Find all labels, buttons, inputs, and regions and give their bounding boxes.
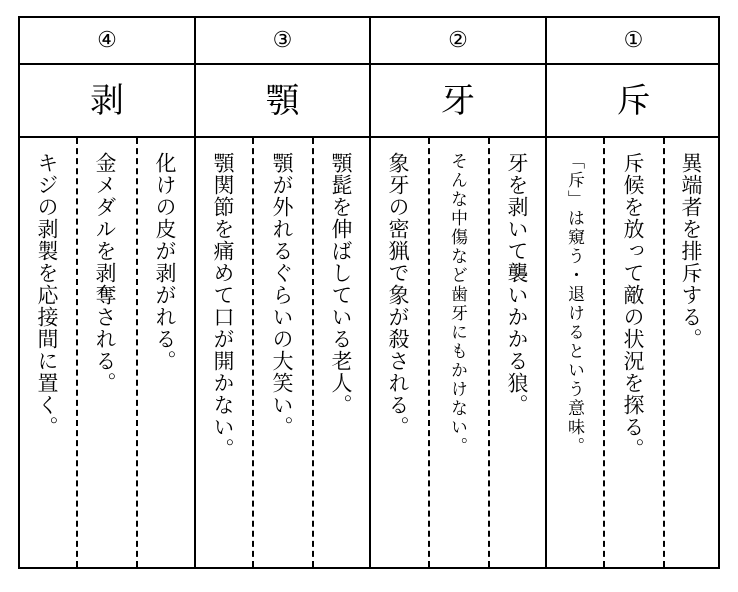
column-kanji: 牙	[441, 81, 475, 121]
sentence-separator	[428, 138, 430, 567]
column-number: ②	[448, 28, 468, 53]
column-number: ③	[272, 28, 293, 53]
example-sentence: 異端者を排斥する。	[679, 152, 703, 350]
sentence-separator	[663, 138, 665, 567]
sentence-separator	[488, 138, 490, 567]
example-sentence: そんな中傷など歯牙にもかけない。	[447, 152, 467, 456]
sentence-separator	[76, 138, 78, 567]
sentence-separator	[603, 138, 605, 567]
example-sentence: 顎髭を伸ばしている老人。	[329, 152, 353, 416]
example-sentence: 化けの皮が剥がれる。	[153, 152, 177, 372]
sentence-separator	[252, 138, 254, 567]
example-sentence: キジの剥製を応接間に置く。	[35, 152, 59, 438]
example-sentence: 牙を剥いて襲いかかる狼。	[505, 152, 529, 416]
column-kanji: 剥	[90, 81, 124, 121]
example-sentence: 「斥」は窺う・退けるという意味。	[564, 152, 584, 456]
example-sentence: 顎関節を痛めて口が開かない。	[211, 152, 235, 460]
example-sentence: 象牙の密猟で象が殺される。	[386, 152, 410, 438]
example-sentence: 顎が外れるぐらいの大笑い。	[270, 152, 294, 438]
kanji-worksheet-table	[18, 16, 720, 569]
example-sentence: 斥候を放って敵の状況を探る。	[621, 152, 645, 460]
column-number: ①	[623, 28, 644, 53]
column-kanji: 顎	[265, 81, 300, 121]
example-sentence: 金メダルを剥奪される。	[93, 152, 117, 394]
sentence-separator	[312, 138, 314, 567]
sentence-separator	[136, 138, 138, 567]
column-number: ④	[97, 28, 117, 53]
column-kanji: 斥	[616, 81, 651, 121]
